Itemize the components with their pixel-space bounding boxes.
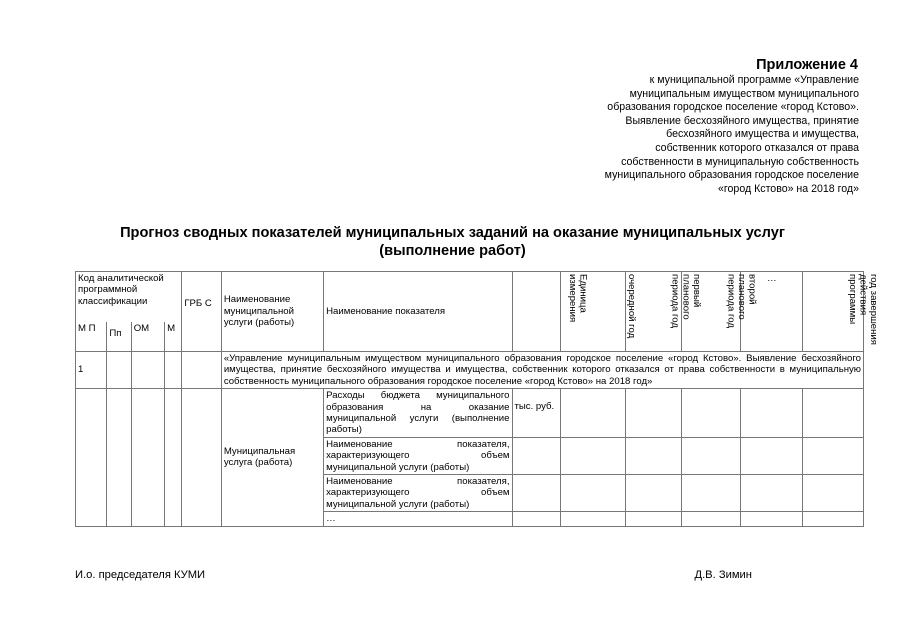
table-cell: [165, 352, 182, 389]
document-title-line: (выполнение работ): [379, 243, 526, 259]
table-cell: [803, 437, 864, 474]
header-code-group: Код аналитической программной классификации: [76, 272, 182, 323]
indicator-name-cell: Расходы бюджета муниципального образования на оказание муниципальной услуги (выполнение работы): [324, 389, 512, 438]
table-cell: [681, 389, 741, 438]
header-ellipsis: …: [741, 272, 803, 352]
table-cell: [131, 352, 164, 389]
table-header-row: [76, 272, 864, 323]
table-cell: [182, 389, 222, 526]
header-next-year: [561, 272, 638, 352]
indicator-unit-cell: [512, 437, 561, 474]
header-end-year: [803, 272, 880, 352]
header-second-plan-text: второй планового периода год: [725, 274, 758, 328]
table-cell: [107, 352, 131, 389]
header-unit: [512, 272, 589, 352]
table-cell: [741, 512, 803, 526]
signatory-position: И.о. председателя КУМИ: [75, 569, 206, 581]
table-row: [76, 389, 864, 438]
table-cell: [681, 512, 741, 526]
document-title: [60, 224, 845, 260]
appendix-line: к муниципальной программе «Управление: [649, 74, 859, 86]
signatory-name: Д.В. Зимин: [694, 569, 752, 581]
table-cell: [107, 389, 131, 526]
indicator-unit-cell: тыс. руб.: [512, 389, 561, 438]
appendix-line: бесхозяйного имущества и имущества,: [666, 128, 859, 141]
table-cell: [625, 389, 681, 438]
table-cell: [625, 437, 681, 474]
appendix-line: муниципального образования городское поселение: [604, 169, 859, 182]
indicator-name-cell: …: [324, 512, 512, 526]
indicators-table: [75, 271, 880, 527]
table-cell: [131, 389, 164, 526]
header-end-year-text: год завершения действия программы: [846, 274, 880, 345]
table-cell: [681, 437, 741, 474]
table-cell: [561, 437, 626, 474]
table-cell: [741, 389, 803, 438]
appendix-subtitle: [605, 74, 859, 196]
header-grbs: ГРБ С: [182, 272, 222, 352]
table-cell: [625, 475, 681, 512]
indicator-name-cell: Наименование показателя, характеризующего объем муниципальной услуги (работы): [324, 475, 512, 512]
document-title-line: Прогноз сводных показателей муниципальных заданий на оказание муниципальных услуг: [120, 225, 785, 241]
appendix-title: Приложение 4: [756, 57, 858, 73]
appendix-line: муниципальным имуществом муниципального: [629, 87, 859, 100]
indicator-unit-cell: [512, 512, 561, 526]
header-indicator-name: Наименование показателя: [324, 272, 512, 352]
header-code-mp: М П: [76, 322, 107, 351]
appendix-line: собственник которого отказался от права: [655, 141, 859, 154]
indicator-unit-cell: [512, 475, 561, 512]
table-cell: [561, 512, 626, 526]
header-service-name: Наименование муниципальной услуги (работы): [221, 272, 323, 352]
indicator-name-cell: Наименование показателя, характеризующего объем муниципальной услуги (работы): [324, 437, 512, 474]
table-cell: [803, 475, 864, 512]
table-cell: [803, 389, 864, 438]
service-name-cell: Муниципальная услуга (работа): [221, 389, 323, 526]
header-next-year-text: очередной год: [626, 274, 638, 339]
header-second-plan: [681, 272, 758, 352]
header-first-plan: [625, 272, 702, 352]
appendix-line: образования городское поселение «город Кстово».: [607, 101, 859, 114]
table-row: [76, 352, 864, 389]
header-unit-text: Единица измерения: [566, 274, 589, 323]
appendix-line: Выявление бесхозяйного имущества, принятие: [625, 114, 859, 127]
row-number: 1: [76, 352, 107, 389]
header-code-om: ОМ: [131, 322, 164, 351]
table-cell: [625, 512, 681, 526]
header-code-m: М: [165, 322, 182, 351]
header-first-plan-text: первый планового периода год: [669, 274, 702, 328]
table-cell: [681, 475, 741, 512]
table-cell: [561, 389, 626, 438]
table-cell: [76, 389, 107, 526]
table-cell: [803, 512, 864, 526]
appendix-line: «город Кстово» на 2018 год»: [718, 182, 859, 195]
appendix-line: собственности в муниципальную собственность: [621, 155, 859, 168]
header-code-pp: Пп: [107, 322, 131, 351]
table-cell: [165, 389, 182, 526]
table-cell: [741, 475, 803, 512]
program-name-cell: «Управление муниципальным имуществом муниципального образования городское поселение «город Кстово». Выявление бесхозяйного имущества, принятие бесхозяйного имущества и имущества, собственник которого отказался от права собственности в муниципальную собственность муниципального образования городское поселение «город Кстово» на 2018 год»: [221, 352, 863, 389]
table-cell: [741, 437, 803, 474]
table-cell: [182, 352, 222, 389]
table-cell: [561, 475, 626, 512]
